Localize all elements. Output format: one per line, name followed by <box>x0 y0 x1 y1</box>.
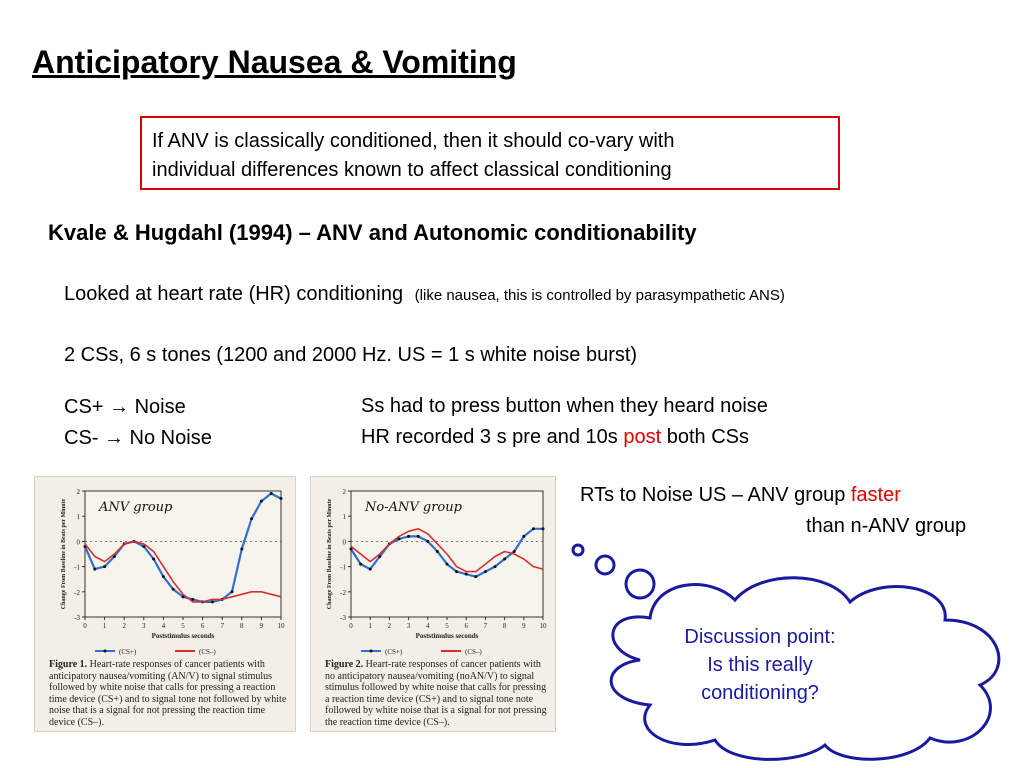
cs-plus-point <box>503 558 506 561</box>
x-tick-label: 5 <box>181 622 185 630</box>
button-press-line: Ss had to press button when they heard noise <box>361 395 768 417</box>
hr-recorded-text: HR recorded 3 s pre and 10s <box>361 426 624 448</box>
cs-plus-point <box>103 565 106 568</box>
y-tick-label: -3 <box>74 614 80 622</box>
cs-plus-point <box>407 535 410 538</box>
legend-label-cs-plus: (CS+) <box>119 648 137 656</box>
figure-1-caption-text: Heart-rate responses of cancer patients with anticipatory nausea/vomiting (AN/V) to signal stimulus followed by white noise that calls for pressing a reaction time device (CS+) and to signal tone not followed by white noise that is a signal for not pressing the reaction time device (CS–). <box>49 659 287 728</box>
y-tick-label: 1 <box>76 513 80 522</box>
y-tick-label: 0 <box>76 538 80 547</box>
rt-line-1 <box>580 484 901 507</box>
y-axis-label: Change From Baseline in Beats per Minute <box>327 498 333 610</box>
y-tick-label: -1 <box>340 563 346 572</box>
legend-marker-cs-plus <box>104 650 107 653</box>
cs-plus-point <box>240 547 243 550</box>
hypothesis-text <box>152 127 674 185</box>
slide-title: Anticipatory Nausea & Vomiting <box>32 44 517 80</box>
hr-conditioning-line <box>64 283 785 306</box>
cs-plus-point <box>522 535 525 538</box>
x-tick-label: 10 <box>277 622 285 630</box>
cs-plus-line: CS+ → Noise <box>64 396 186 418</box>
post-highlight: post <box>623 426 662 448</box>
x-tick-label: 4 <box>426 622 430 630</box>
cs-plus-point <box>426 540 429 543</box>
x-axis-label: Poststimulus seconds <box>415 632 479 640</box>
rt-line-2: than n-ANV group <box>806 515 967 537</box>
figure-2-scan <box>310 476 556 732</box>
cs-plus-point <box>474 575 477 578</box>
cs-plus-point <box>211 600 214 603</box>
x-tick-label: 1 <box>102 622 107 630</box>
legend-label-cs-minus: (CS–) <box>465 648 482 656</box>
cs-plus-point <box>484 570 487 573</box>
x-tick-label: 10 <box>539 622 547 630</box>
thought-bubble-small <box>573 545 583 555</box>
y-tick-label: 1 <box>342 513 346 522</box>
x-tick-label: 7 <box>483 622 488 630</box>
figure-2-caption-text: Heart-rate responses of cancer patients with no anticipatory nausea/vomiting (noAN/V) to signal stimulus followed by white noise that calls for pressing a reaction time device (CS+) and to signal tone note followed by white noise that is a signal for not pressing the reaction time device (CS–). <box>325 659 547 728</box>
cs-plus-point <box>231 590 234 593</box>
x-tick-label: 2 <box>122 622 126 630</box>
y-tick-label: -2 <box>74 588 80 597</box>
cs-plus-point <box>436 550 439 553</box>
discussion-text <box>640 623 880 707</box>
handwritten-group-label: No-ANV group <box>365 500 462 515</box>
discussion-line-2: Is this really <box>707 654 813 676</box>
cs-plus-point <box>280 497 283 500</box>
cs-plus-point <box>446 563 449 566</box>
discussion-line-1: Discussion point: <box>684 626 836 648</box>
cs-plus-point <box>172 588 175 591</box>
figure-1-caption <box>49 659 291 728</box>
cs-minus-line: CS- → No Noise <box>64 427 212 449</box>
hr-recorded-end: both CSs <box>661 426 750 448</box>
x-tick-label: 6 <box>200 622 205 630</box>
x-axis-label: Poststimulus seconds <box>151 632 215 640</box>
cs-plus-point <box>162 575 165 578</box>
discussion-line-3: conditioning? <box>701 682 819 704</box>
cs-description-line: 2 CSs, 6 s tones (1200 and 2000 Hz. US = 1 s white noise burst) <box>64 344 638 366</box>
cs-plus-point <box>359 563 362 566</box>
x-tick-label: 9 <box>259 622 264 630</box>
y-tick-label: 0 <box>342 538 346 547</box>
rt-text: RTs to Noise US – ANV group <box>580 484 851 506</box>
x-tick-label: 5 <box>445 622 449 630</box>
x-tick-label: 3 <box>406 622 411 630</box>
cs-plus-point <box>494 565 497 568</box>
cs-plus-point <box>270 492 273 495</box>
handwritten-group-label: ANV group <box>99 500 173 515</box>
cs-plus-point <box>93 568 96 571</box>
figure-1-caption-lead: Figure 1. <box>49 659 88 670</box>
legend-marker-cs-plus <box>370 650 373 653</box>
cs-plus-point <box>250 517 253 520</box>
cs-plus-point <box>455 570 458 573</box>
x-tick-label: 7 <box>220 622 224 630</box>
cs-plus-point <box>542 527 545 530</box>
cs-plus-point <box>532 527 535 530</box>
x-tick-label: 8 <box>502 622 507 630</box>
y-tick-label: -2 <box>340 588 346 597</box>
x-tick-label: 6 <box>464 622 468 630</box>
x-tick-label: 1 <box>368 622 372 630</box>
faster-highlight: faster <box>850 484 901 506</box>
hr-conditioning-note: (like nausea, this is controlled by parasympathetic ANS) <box>414 287 785 304</box>
cs-plus-point <box>260 500 263 503</box>
x-tick-label: 2 <box>387 622 392 630</box>
x-tick-label: 0 <box>83 622 87 630</box>
cs-plus-point <box>513 550 516 553</box>
hr-recorded-line <box>361 426 749 449</box>
thought-bubble-large <box>626 570 654 598</box>
legend-label-cs-plus: (CS+) <box>385 648 403 656</box>
hr-conditioning-text: Looked at heart rate (HR) conditioning <box>64 283 404 305</box>
x-tick-label: 3 <box>142 622 146 630</box>
x-tick-label: 4 <box>161 622 166 630</box>
legend-label-cs-minus: (CS–) <box>199 648 216 656</box>
x-tick-label: 0 <box>349 622 353 630</box>
y-tick-label: 2 <box>342 488 346 496</box>
hypothesis-line-2: individual differences known to affect classical conditioning <box>152 159 672 181</box>
y-tick-label: -3 <box>340 614 346 622</box>
thought-bubble-medium <box>596 556 614 574</box>
cs-plus-point <box>417 535 420 538</box>
y-axis-label: Change From Baseline in Beats per Minute <box>61 498 67 610</box>
cs-plus-point <box>465 573 468 576</box>
cs-plus-point <box>369 568 372 571</box>
figure-2-caption-lead: Figure 2. <box>325 659 364 670</box>
study-subheading: Kvale & Hugdahl (1994) – ANV and Autonomic conditionability <box>48 220 697 245</box>
x-tick-label: 9 <box>522 622 526 630</box>
y-tick-label: 2 <box>76 488 80 496</box>
hypothesis-line-1: If ANV is classically conditioned, then it should co-vary with <box>152 130 675 152</box>
figure-1-scan <box>34 476 296 732</box>
y-tick-label: -1 <box>74 563 80 572</box>
x-tick-label: 8 <box>240 622 244 630</box>
cs-plus-point <box>152 558 155 561</box>
figure-2-caption <box>325 659 551 728</box>
